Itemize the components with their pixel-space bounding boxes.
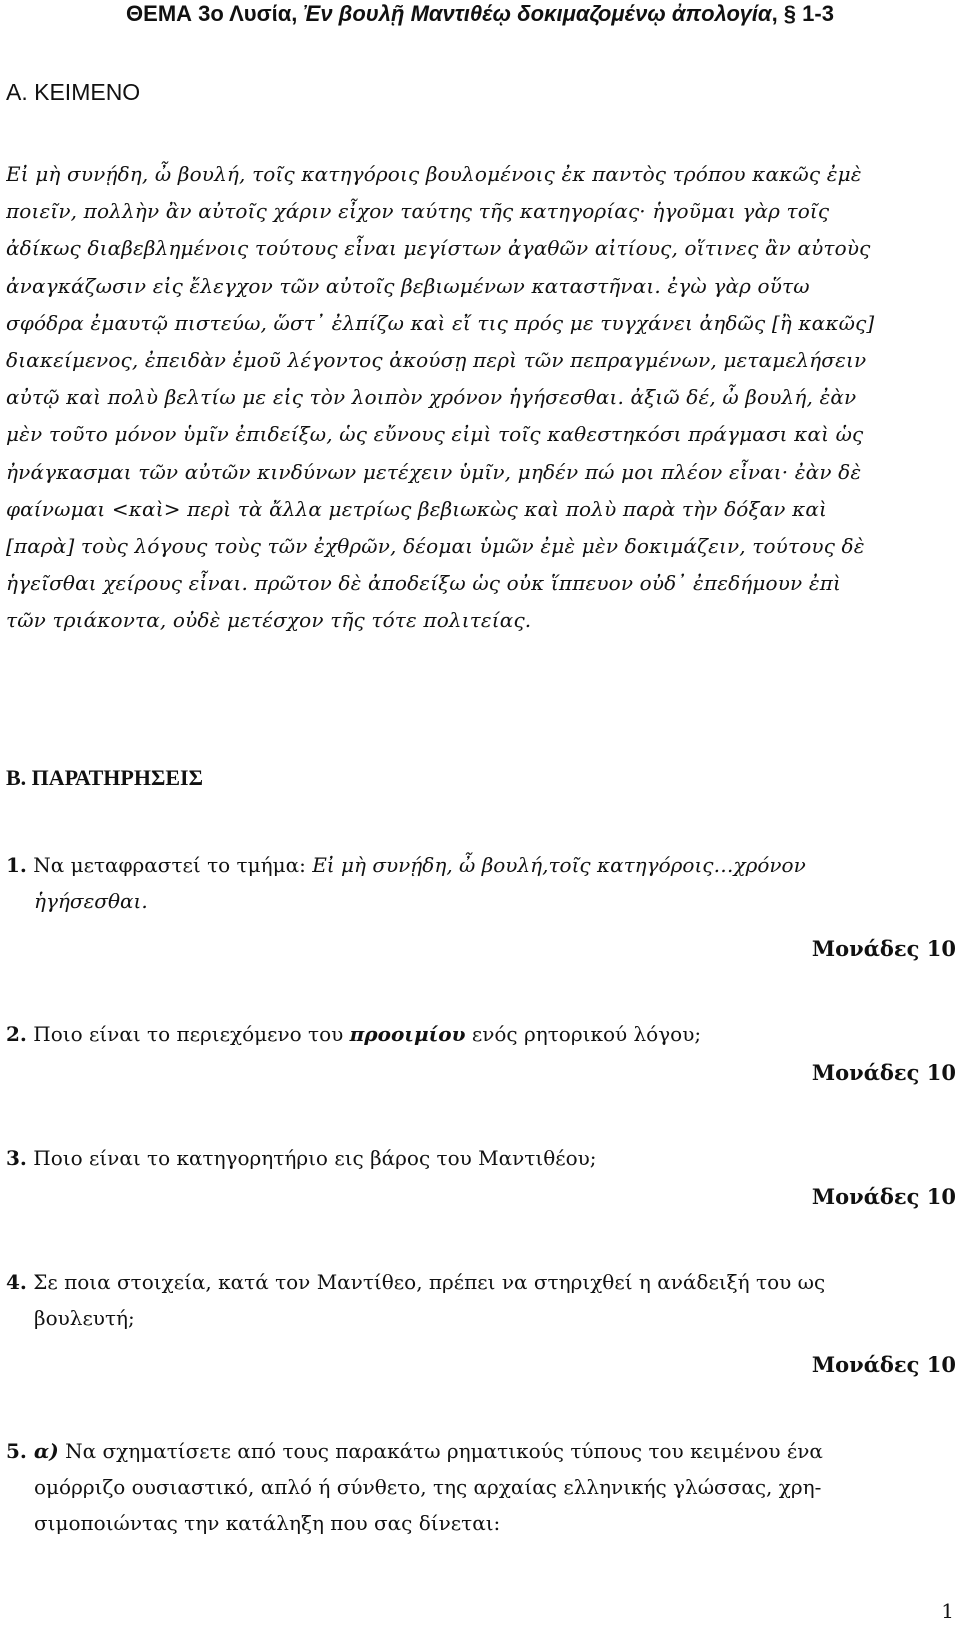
text-line: φαίνωμαι <καὶ> περὶ τὰ ἄλλα μετρίως βεβιωκὼς καὶ πολὺ παρὰ τὴν δόξαν καὶ (6, 496, 828, 521)
text-line: σφόδρα ἐμαυτῷ πιστεύω, ὥστ᾽ ἐλπίζω καὶ εἴ τις πρός με τυγχάνει ἀηδῶς [ἢ κακῶς] (6, 310, 875, 335)
units-label: Μονάδες 10 (811, 1184, 956, 1209)
question-4 (6, 1264, 956, 1336)
question-text-end: ενός ρητορικού λόγου; (465, 1022, 702, 1046)
question-3 (6, 1140, 956, 1176)
page-title (0, 0, 960, 28)
units-label: Μονάδες 10 (811, 1060, 956, 1085)
question-text-line3: σιμοποιώντας την κατάληξη που σας δίνεται: (34, 1511, 501, 1535)
question-2 (6, 1016, 956, 1052)
title-suffix: , § 1-3 (771, 1, 834, 26)
text-line: μὲν τοῦτο μόνον ὑμῖν ἐπιδείξω, ὡς εὔνους εἰμὶ τοῖς καθεστηκόσι πράγμασι καὶ ὡς (6, 422, 864, 447)
text-line: Εἰ μὴ συνῄδη, ὦ βουλή, τοῖς κατηγόροις βουλομένοις ἐκ παντὸς τρόπου κακῶς ἐμὲ (6, 162, 862, 186)
text-line: τῶν τριάκοντα, οὐδὲ μετέσχον τῆς τότε πολιτείας. (6, 608, 532, 633)
section-a-heading: Α. ΚΕΙΜΕΝΟ (6, 79, 141, 105)
question-text-line2: ἡγήσεσθαι. (34, 889, 148, 913)
question-number: 1. (6, 853, 27, 877)
question-text: Να σχηματίσετε από τους παρακάτω ρηματικούς τύπους του κειμένου ένα (58, 1439, 823, 1463)
ancient-text (6, 156, 956, 639)
question-text-line2: βουλευτή; (34, 1306, 135, 1330)
text-line: ἠνάγκασμαι τῶν αὐτῶν κινδύνων μετέχειν ὑμῖν, μηδέν πώ μοι πλέον εἶναι· ἐὰν δὲ (6, 459, 862, 484)
question-emphasis: προοιμίου (349, 1022, 466, 1046)
question-sub-label: α) (26, 1439, 59, 1463)
question-text: Σε ποια στοιχεία, κατά τον Μαντίθεο, πρέπει να στηριχθεί η ανάδειξή του ως (26, 1270, 826, 1294)
units-label: Μονάδες 10 (811, 1352, 956, 1377)
question-1 (6, 847, 956, 919)
question-5 (6, 1433, 956, 1541)
page-number: 1 (941, 1599, 954, 1623)
text-line: ἀδίκως διαβεβλημένοις τούτους εἶναι μεγίστων ἀγαθῶν αἰτίους, οἵτινες ἂν αὐτοὺς (6, 236, 871, 261)
units-label: Μονάδες 10 (811, 936, 956, 961)
section-b-heading: Β. ΠΑΡΑΤΗΡΗΣΕΙΣ (6, 765, 203, 790)
question-quote: Εἰ μὴ συνῄδη, ὦ βουλή,τοῖς κατηγόροις…χρόνον (312, 853, 806, 877)
question-number: 5. (6, 1439, 27, 1463)
text-line: ἡγεῖσθαι χείρους εἶναι. πρῶτον δὲ ἀποδείξω ὡς οὐκ ἵππευον οὐδ᾽ ἐπεδήμουν ἐπὶ (6, 571, 842, 596)
text-line: ποιεῖν, πολλὴν ἂν αὐτοῖς χάριν εἶχον ταύτης τῆς κατηγορίας· ἡγοῦμαι γὰρ τοῖς (6, 199, 830, 224)
title-italic: Ἐν βουλῇ Μαντιθέῳ δοκιμαζομένῳ ἀπολογία (303, 1, 772, 26)
title-plain: ΘΕΜΑ 3ο Λυσία, (126, 1, 304, 26)
question-number: 3. (6, 1146, 27, 1170)
question-text: Ποιο είναι το κατηγορητήριο εις βάρος του Μαντιθέου; (26, 1146, 597, 1170)
question-text: Να μεταφραστεί το τμήμα: (26, 853, 313, 877)
text-line: διακείμενος, ἐπειδὰν ἐμοῦ λέγοντος ἀκούσῃ περὶ τῶν πεπραγμένων, μεταμελήσειν (6, 347, 867, 372)
text-line: [παρὰ] τοὺς λόγους τοὺς τῶν ἐχθρῶν, δέομαι ὑμῶν ἐμὲ μὲν δοκιμάζειν, τούτους δὲ (6, 533, 865, 558)
question-text-line2: ομόρριζο ουσιαστικό, απλό ή σύνθετο, της αρχαίας ελληνικής γλώσσας, χρη- (34, 1475, 822, 1499)
question-text: Ποιο είναι το περιεχόμενο του (26, 1022, 350, 1046)
text-line: ἀναγκάζωσιν εἰς ἔλεγχον τῶν αὐτοῖς βεβιωμένων καταστῆναι. ἐγὼ γὰρ οὕτω (6, 273, 810, 298)
question-number: 4. (6, 1270, 27, 1294)
question-number: 2. (6, 1022, 27, 1046)
text-line: αὐτῷ καὶ πολὺ βελτίω με εἰς τὸν λοιπὸν χρόνον ἡγήσεσθαι. ἀξιῶ δέ, ὦ βουλή, ἐὰν (6, 385, 857, 410)
